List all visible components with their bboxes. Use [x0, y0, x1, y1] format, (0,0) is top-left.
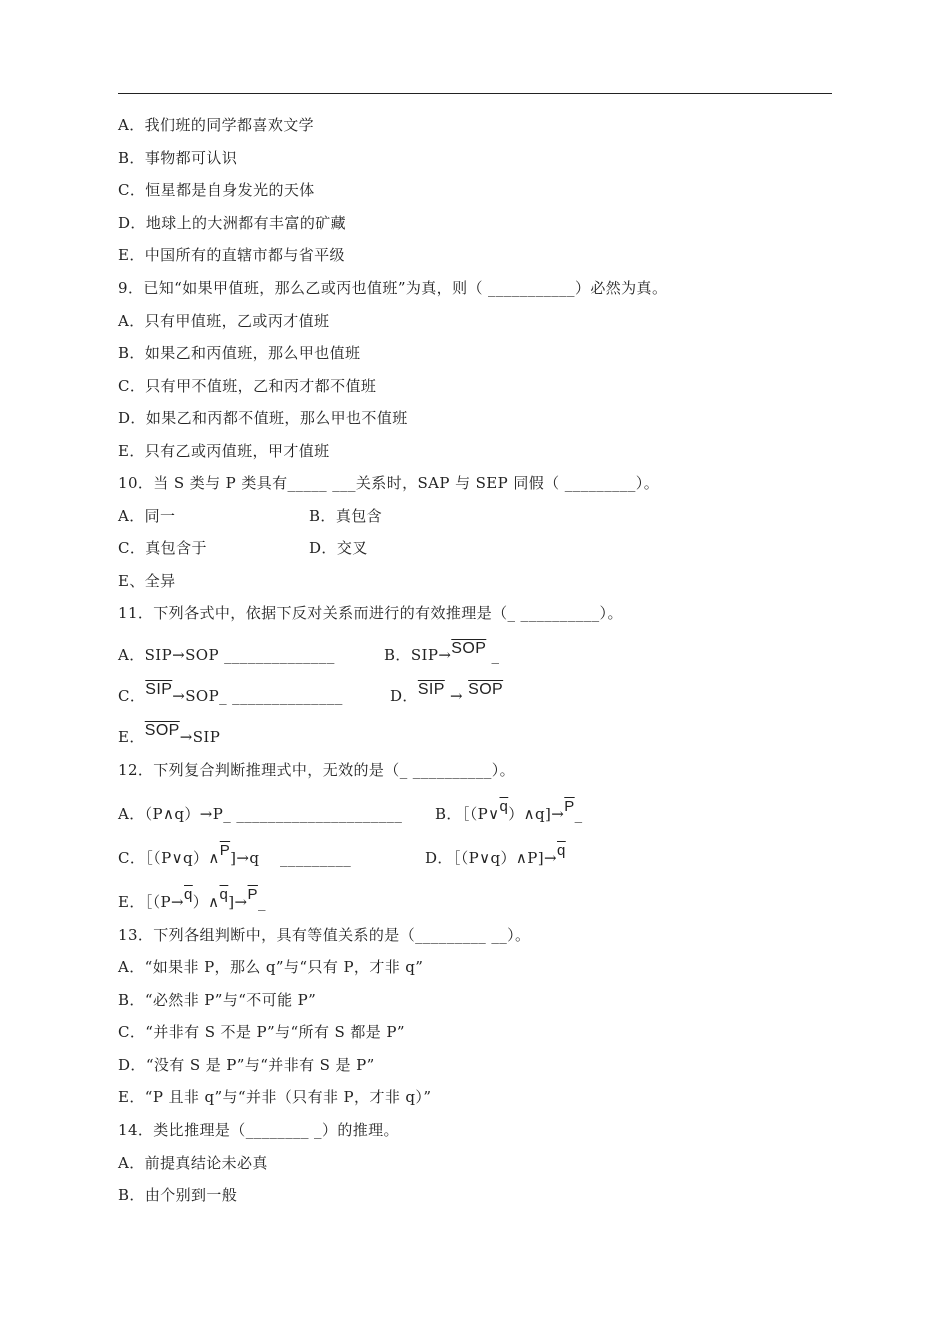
- q10-option-d: D．交叉: [309, 539, 368, 557]
- q11-option-e: E．$\overline{SOP}\to SIP$: [118, 722, 221, 746]
- q10-option-a: A．同一: [118, 507, 176, 525]
- q10-option-b: B．真包含: [309, 507, 383, 525]
- header-rule: [118, 93, 832, 94]
- q9-option-a: A．只有甲值班，乙或丙才值班: [118, 312, 330, 330]
- q11-stem: 11．下列各式中，依据下反对关系而进行的有效推理是（_ __________）。: [118, 604, 623, 622]
- q12-option-a: A．（P∧q）→P_ _____________________: [118, 805, 403, 823]
- q9-option-d: D．如果乙和丙都不值班，那么甲也不值班: [118, 409, 408, 427]
- q10-option-c: C．真包含于: [118, 539, 207, 557]
- q10-stem: 10．当 S 类与 P 类具有_____ ___关系时，SAP 与 SEP 同假（ _________）。: [118, 474, 660, 492]
- q14-option-a: A．前提真结论未必真: [118, 1154, 268, 1172]
- q9-option-c: C．只有甲不值班，乙和丙才都不值班: [118, 377, 377, 395]
- q8-option-e: E．中国所有的直辖市都与省平级: [118, 246, 345, 264]
- q13-option-b: B．“必然非 P”与“不可能 P”: [118, 991, 317, 1009]
- q9-option-e: E．只有乙或丙值班，甲才值班: [118, 442, 330, 460]
- q11-option-d: D．$\overline{SIP} \to \overline{SOP}$: [390, 681, 504, 705]
- q11-option-b: B．$SIP\to\overline{SOP}$ _: [384, 640, 500, 664]
- q9-stem: 9．已知“如果甲值班，那么乙或丙也值班”为真，则（ ___________）必然为真。: [118, 279, 668, 297]
- q13-stem: 13．下列各组判断中，具有等值关系的是（_________ __）。: [118, 926, 531, 944]
- q13-option-d: D．“没有 S 是 P”与“并非有 S 是 P”: [118, 1056, 375, 1074]
- q12-stem: 12．下列复合判断推理式中，无效的是（_ __________）。: [118, 761, 516, 779]
- q13-option-c: C．“并非有 S 不是 P”与“所有 S 都是 P”: [118, 1023, 405, 1041]
- q14-option-b: B．由个别到一般: [118, 1186, 238, 1204]
- q14-stem: 14．类比推理是（________ _）的推理。: [118, 1121, 399, 1139]
- q12-option-c: C．$[(P\vee q)\wedge\overline{P}]\to q$ _________: [118, 842, 352, 867]
- q12-option-b: B．$[(P\vee\overline{q})\wedge q]\to\overline{P}\_$: [435, 798, 583, 823]
- q11-option-c: C．$\overline{SIP}\to SOP\_$ ______________: [118, 681, 343, 705]
- q13-option-e: E．“P 且非 q”与“并非（只有非 P，才非 q）”: [118, 1088, 432, 1106]
- q10-option-e: E、全异: [118, 572, 176, 590]
- q11-option-a: A．SIP→SOP ______________: [118, 646, 335, 664]
- q12-option-d: D．$[(P\vee q)\wedge P]\to\overline{q}$: [425, 842, 566, 867]
- q8-option-b: B．事物都可认识: [118, 149, 238, 167]
- q9-option-b: B．如果乙和丙值班，那么甲也值班: [118, 344, 361, 362]
- q8-option-a: A．我们班的同学都喜欢文学: [118, 116, 315, 134]
- q13-option-a: A．“如果非 P，那么 q”与“只有 P，才非 q”: [118, 958, 424, 976]
- q12-option-e: E．$[(P\to\overline{q})\wedge\overline{q}]\to\overline{P}\_$: [118, 886, 266, 911]
- q8-option-d: D．地球上的大洲都有丰富的矿藏: [118, 214, 347, 232]
- q8-option-c: C．恒星都是自身发光的天体: [118, 181, 315, 199]
